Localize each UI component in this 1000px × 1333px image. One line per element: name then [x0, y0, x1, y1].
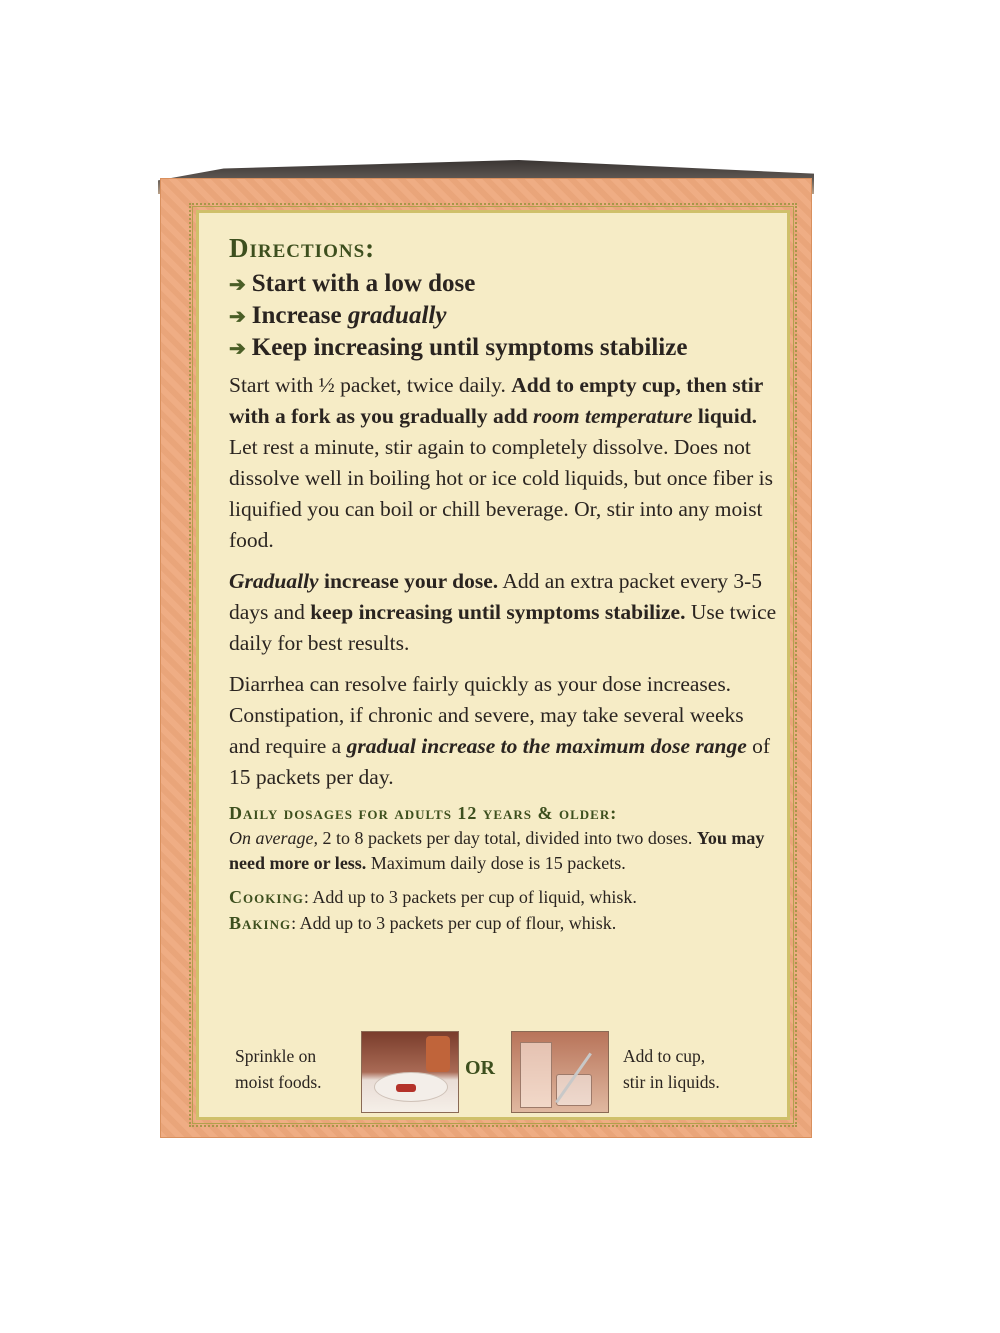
cup-liquid-photo	[511, 1031, 609, 1113]
daily-dosage-heading: Daily dosages for adults 12 years & older:	[229, 803, 618, 823]
add-to-cup-caption: Add to cup, stir in liquids.	[623, 1046, 720, 1092]
bullet-increase-gradually: ➔ Increase gradually	[229, 302, 447, 329]
paragraph-start: Start with ½ packet, twice daily. Add to empty cup, then stir with a fork as you gradually add room temperature liquid. Let rest a minute, stir again to completely dissolve. Does not dissolve well in boiling hot or ice cold liquids, but once fiber is liquified you can boil or chill beverage. Or, stir into any moist food.	[229, 373, 773, 552]
paragraph-gradual: Gradually increase your dose. Add an extra packet every 3-5 days and keep increasing until symptoms stabilize. Use twice daily for best results.	[229, 569, 777, 655]
or-label: OR	[465, 1057, 495, 1079]
bullet-keep-increasing: ➔ Keep increasing until symptoms stabilize	[229, 334, 688, 361]
baking-line: Baking: Add up to 3 packets per cup of flour, whisk.	[229, 913, 617, 933]
sprinkle-caption: Sprinkle on moist foods.	[235, 1046, 322, 1092]
directions-panel	[196, 210, 790, 1120]
daily-dosage-text: On average, 2 to 8 packets per day total, divided into two doses. You may need more or less. Maximum daily dose is 15 packets.	[229, 828, 765, 873]
paragraph-diarrhea: Diarrhea can resolve fairly quickly as your dose increases. Constipation, if chronic and severe, may take several weeks and require a gradual increase to the maximum dose range of 15 packets per day.	[229, 672, 771, 789]
bowl-food-photo	[361, 1031, 459, 1113]
product-box-side	[160, 178, 812, 1138]
arrow-icon: ➔	[229, 274, 246, 296]
arrow-icon: ➔	[229, 306, 246, 328]
cooking-line: Cooking: Add up to 3 packets per cup of liquid, whisk.	[229, 887, 637, 907]
bullet-low-dose: ➔ Start with a low dose	[229, 270, 476, 297]
arrow-icon: ➔	[229, 338, 246, 360]
directions-heading: Directions:	[229, 233, 376, 263]
usage-illustrations	[229, 1027, 769, 1117]
directions-content	[229, 233, 779, 936]
